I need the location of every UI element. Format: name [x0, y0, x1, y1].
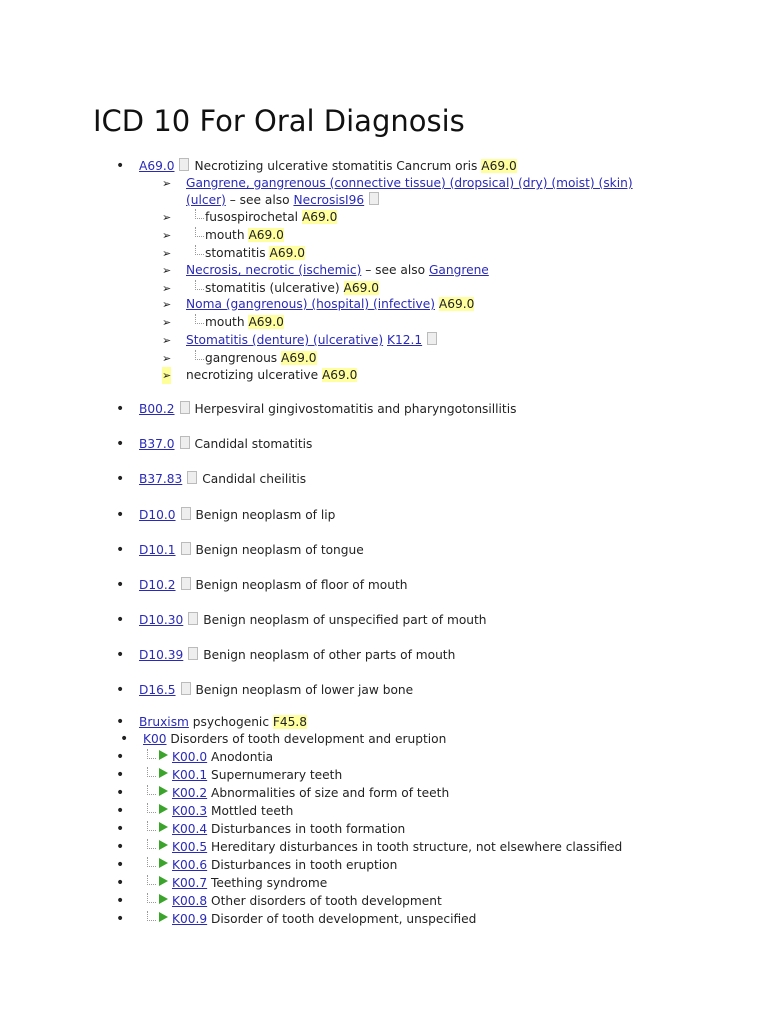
tree-connector [147, 767, 156, 777]
arrow-bullet-icon: ➢ [162, 334, 172, 347]
sub-list-item [162, 296, 475, 313]
bullet-icon: • [116, 507, 125, 523]
description-text: Teething syndrome [207, 876, 328, 890]
list-item [116, 577, 408, 594]
code-link[interactable]: NecrosisI96 [293, 193, 365, 207]
bullet-icon: • [116, 158, 125, 174]
description-text: Benign neoplasm of tongue [195, 543, 364, 557]
description-text: Hereditary disturbances in tooth structure, not elsewhere classified [207, 840, 623, 854]
list-item [116, 893, 442, 910]
description-text: Other disorders of tooth development [207, 894, 442, 908]
description-text: Disorder of tooth development, unspecified [207, 912, 477, 926]
document-icon[interactable] [181, 542, 191, 555]
code-link[interactable]: D10.39 [139, 648, 184, 662]
expand-triangle-icon[interactable] [159, 876, 168, 886]
expand-triangle-icon[interactable] [159, 840, 168, 850]
code-link[interactable]: K00.3 [172, 804, 208, 818]
description-text: stomatitis (ulcerative) [205, 281, 344, 295]
list-item [116, 911, 477, 928]
code-link[interactable]: K00.2 [172, 786, 208, 800]
tree-connector [195, 280, 204, 290]
code-link[interactable]: Gangrene, gangrenous (connective tissue) (dropsical) (dry) (moist) (skin) [186, 176, 633, 190]
highlighted-code: A69.0 [248, 315, 284, 329]
list-item [116, 401, 517, 418]
expand-triangle-icon[interactable] [159, 822, 168, 832]
bullet-icon: • [116, 647, 125, 663]
tree-connector [147, 839, 156, 849]
code-link[interactable]: Bruxism [139, 715, 189, 729]
list-item [116, 857, 398, 874]
code-link[interactable]: K00.1 [172, 768, 208, 782]
sub-list-item [162, 332, 442, 349]
bullet-icon: • [116, 785, 125, 801]
description-text: Herpesviral gingivostomatitis and pharyngotonsillitis [194, 402, 517, 416]
description-text: Abnormalities of size and form of teeth [207, 786, 450, 800]
bullet-icon: • [116, 857, 125, 873]
bullet-icon: • [116, 542, 125, 558]
description-text: stomatitis [205, 246, 270, 260]
bullet-icon: • [116, 401, 125, 417]
document-icon[interactable] [179, 158, 189, 171]
description-text: – see also [225, 193, 294, 207]
bullet-icon: • [116, 436, 125, 452]
list-item [116, 785, 450, 802]
description-text: mouth [205, 315, 249, 329]
highlighted-code: A69.0 [438, 297, 475, 311]
expand-triangle-icon[interactable] [159, 786, 168, 796]
code-link[interactable]: K00.7 [172, 876, 208, 890]
arrow-bullet-icon: ➢ [162, 352, 172, 365]
list-item [116, 612, 487, 629]
expand-triangle-icon[interactable] [159, 894, 168, 904]
sub-list-item [162, 350, 317, 367]
code-link[interactable]: K00.6 [172, 858, 208, 872]
highlighted-code: A69.0 [301, 210, 338, 224]
bullet-icon: • [116, 714, 125, 730]
description-text: Disturbances in tooth formation [207, 822, 406, 836]
bullet-icon: • [116, 821, 125, 837]
code-link[interactable]: Gangrene [428, 263, 489, 277]
bullet-icon: • [120, 731, 129, 747]
list-item [116, 839, 623, 856]
tree-connector [195, 209, 204, 219]
highlighted-code: A69.0 [321, 368, 358, 382]
document-icon[interactable] [181, 507, 191, 520]
sub-list-item [162, 209, 338, 226]
list-item [116, 158, 517, 175]
bullet-icon: • [116, 471, 125, 487]
document-icon[interactable] [427, 332, 437, 345]
code-link[interactable]: D10.0 [139, 508, 176, 522]
arrow-bullet-icon: ➢ [162, 247, 172, 260]
highlighted-code: F45.8 [272, 715, 308, 729]
description-text: Benign neoplasm of lip [195, 508, 336, 522]
sub-list-item [162, 314, 284, 331]
arrow-bullet-icon: ➢ [162, 369, 172, 382]
highlighted-code: A69.0 [248, 228, 284, 242]
arrow-bullet-icon: ➢ [162, 177, 172, 190]
list-item [116, 471, 307, 488]
bullet-icon: • [116, 612, 125, 628]
description-text: Benign neoplasm of lower jaw bone [195, 683, 414, 697]
arrow-bullet-icon: ➢ [162, 316, 172, 329]
arrow-bullet-icon: ➢ [162, 298, 172, 311]
arrow-bullet-icon: ➢ [162, 211, 172, 224]
expand-triangle-icon[interactable] [159, 768, 168, 778]
list-item [116, 714, 308, 731]
bullet-icon: • [116, 893, 125, 909]
description-text: Benign neoplasm of floor of mouth [195, 578, 408, 592]
tree-connector [147, 893, 156, 903]
code-link[interactable]: K00 [143, 732, 167, 746]
document-icon[interactable] [187, 471, 197, 484]
code-link[interactable]: (ulcer) [186, 193, 226, 207]
description-text: Necrotizing ulcerative stomatitis Cancrum oris [194, 159, 482, 173]
tree-connector [147, 749, 156, 759]
tree-connector [147, 875, 156, 885]
tree-connector [195, 227, 204, 237]
document-icon[interactable] [188, 612, 198, 625]
description-text: Benign neoplasm of unspecified part of mouth [203, 613, 487, 627]
document-icon[interactable] [181, 577, 191, 590]
description-text: Anodontia [207, 750, 274, 764]
code-link[interactable]: B37.83 [139, 472, 183, 486]
bullet-icon: • [116, 911, 125, 927]
tree-connector [195, 350, 204, 360]
code-link[interactable]: D10.1 [139, 543, 176, 557]
highlighted-code: A69.0 [343, 281, 380, 295]
code-link[interactable]: D10.2 [139, 578, 176, 592]
code-link[interactable]: K00.8 [172, 894, 208, 908]
highlighted-code: A69.0 [281, 351, 317, 365]
tree-connector [147, 911, 156, 921]
list-item [116, 542, 364, 559]
description-text: – see also [361, 263, 429, 277]
tree-connector [195, 245, 204, 255]
list-item [116, 767, 343, 784]
code-link[interactable]: B00.2 [139, 402, 175, 416]
expand-triangle-icon[interactable] [159, 804, 168, 814]
list-item [116, 647, 456, 664]
code-link[interactable]: K00.5 [172, 840, 208, 854]
description-text: mouth [205, 228, 249, 242]
tree-connector [147, 803, 156, 813]
description-text: Benign neoplasm of other parts of mouth [203, 648, 456, 662]
bullet-icon: • [116, 682, 125, 698]
bullet-icon: • [116, 803, 125, 819]
code-link[interactable]: Stomatitis (denture) (ulcerative) [186, 333, 384, 347]
sub-list-item [162, 245, 305, 262]
sub-list-item [162, 227, 284, 244]
sub-list-item [162, 262, 489, 279]
bullet-icon: • [116, 839, 125, 855]
description-text: Disorders of tooth development and eruption [166, 732, 447, 746]
code-link[interactable]: D16.5 [139, 683, 176, 697]
highlighted-code: A69.0 [269, 246, 305, 260]
code-link[interactable]: Noma (gangrenous) (hospital) (infective) [186, 297, 435, 311]
tree-connector [147, 785, 156, 795]
sub-list-item [162, 367, 358, 384]
sub-list-item [162, 175, 633, 192]
bullet-icon: • [116, 767, 125, 783]
list-item [116, 507, 336, 524]
list-item [116, 682, 414, 699]
list-item [116, 875, 328, 892]
document-icon[interactable] [180, 401, 190, 414]
expand-triangle-icon[interactable] [159, 750, 168, 760]
code-link[interactable]: K12.1 [387, 333, 423, 347]
code-link[interactable]: K00.9 [172, 912, 208, 926]
code-link[interactable]: A69.0 [139, 159, 175, 173]
description-text: necrotizing ulcerative [186, 368, 322, 382]
arrow-bullet-icon: ➢ [162, 282, 172, 295]
code-link[interactable]: D10.30 [139, 613, 184, 627]
code-link[interactable]: B37.0 [139, 437, 175, 451]
bullet-icon: • [116, 749, 125, 765]
list-item [116, 749, 274, 766]
bullet-icon: • [116, 577, 125, 593]
description-text: Candidal cheilitis [202, 472, 307, 486]
description-text: Supernumerary teeth [207, 768, 343, 782]
description-text: psychogenic [188, 715, 273, 729]
tree-connector [195, 314, 204, 324]
description-text: Candidal stomatitis [194, 437, 313, 451]
bullet-icon: • [116, 875, 125, 891]
code-link[interactable]: K00.0 [172, 750, 208, 764]
tree-connector [147, 821, 156, 831]
tree-connector [147, 857, 156, 867]
document-icon[interactable] [181, 682, 191, 695]
list-item [116, 821, 406, 838]
list-item [120, 731, 447, 748]
description-text: Disturbances in tooth eruption [207, 858, 398, 872]
expand-triangle-icon[interactable] [159, 858, 168, 868]
description-text: gangrenous [205, 351, 282, 365]
document-icon[interactable] [369, 192, 379, 205]
sub-list-item [162, 280, 380, 297]
expand-triangle-icon[interactable] [159, 912, 168, 922]
list-item [116, 436, 313, 453]
code-link[interactable]: Necrosis, necrotic (ischemic) [186, 263, 362, 277]
document-icon[interactable] [180, 436, 190, 449]
highlighted-code: A69.0 [481, 159, 517, 173]
document-icon[interactable] [188, 647, 198, 660]
arrow-bullet-icon: ➢ [162, 229, 172, 242]
sub-list-item [186, 192, 384, 209]
code-link[interactable]: K00.4 [172, 822, 208, 836]
page-title: ICD 10 For Oral Diagnosis [93, 104, 465, 138]
description-text: Mottled teeth [207, 804, 294, 818]
list-item [116, 803, 294, 820]
arrow-bullet-icon: ➢ [162, 264, 172, 277]
description-text: fusospirochetal [205, 210, 302, 224]
